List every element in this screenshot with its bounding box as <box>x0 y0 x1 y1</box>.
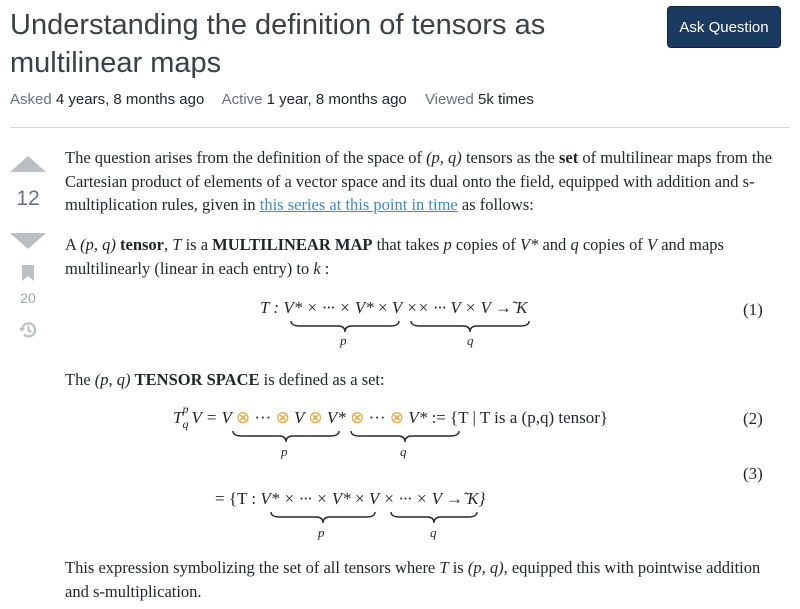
ask-question-button[interactable]: Ask Question <box>667 6 781 48</box>
underbrace-q-label-2: q <box>400 444 407 459</box>
body-paragraph-4: This expression symbolizing the set of all tensors where T is (p, q), equipped this with pointwise addition and s-multiplication. <box>65 558 761 601</box>
underbrace-q-1 <box>410 320 530 334</box>
equation-number-3: (3) <box>743 464 763 483</box>
equation-1: T : V* × ··· × V* × V ×× ··· V × V →̃ K <box>260 298 528 317</box>
underbrace-q-label: q <box>467 333 474 348</box>
viewed-value: 5k times <box>478 91 534 108</box>
history-icon[interactable] <box>18 320 38 340</box>
asked-label: Asked <box>10 91 52 108</box>
underbrace-p-2 <box>232 430 340 444</box>
active-label: Active <box>221 91 263 108</box>
equation-number-1: (1) <box>743 300 763 319</box>
asked-value[interactable]: 4 years, 8 months ago <box>55 91 205 108</box>
equation-3: = {T : V* × ··· × V* × V × ··· × V →̃ K} <box>215 489 486 508</box>
underbrace-q-2 <box>350 430 460 444</box>
up-arrow-icon[interactable] <box>10 156 46 172</box>
body-paragraph-1: The question arises from the definition of the space of (p, q) tensors as the set of multilinear maps from the Cartesian product of elements of a vector space and its dual onto the field, equipped with addition and s-multiplication rules, given in this series at this point in time as follows: <box>65 148 773 214</box>
equation-number-2: (2) <box>743 409 763 428</box>
header-divider <box>10 127 790 128</box>
question-meta <box>10 91 534 108</box>
vote-score: 12 <box>16 187 40 210</box>
body-paragraph-3: The (p, q) TENSOR SPACE is defined as a set: <box>65 370 385 389</box>
underbrace-p-label: p <box>340 333 347 348</box>
series-link[interactable]: this series at this point in time <box>259 195 458 214</box>
underbrace-p-label-3: p <box>318 525 325 540</box>
underbrace-p-3 <box>270 511 376 525</box>
body-paragraph-2: A (p, q) tensor, T is a MULTILINEAR MAP that takes p copies of V* and q copies of V and maps multilinearly (linear in each entry) to k : <box>65 235 724 278</box>
question-title[interactable]: Understanding the definition of tensors as multilinear maps <box>10 9 546 79</box>
active-value[interactable]: 1 year, 8 months ago <box>266 91 407 108</box>
bookmark-icon[interactable] <box>22 265 34 281</box>
bookmark-count: 20 <box>20 290 36 306</box>
down-arrow-icon[interactable] <box>10 233 46 249</box>
underbrace-p-label-2: p <box>281 444 288 459</box>
underbrace-q-label-3: q <box>430 525 437 540</box>
underbrace-q-3 <box>390 511 478 525</box>
viewed-label: Viewed <box>424 91 474 108</box>
equation-2: T p q V = V ⊗ ··· ⊗ V ⊗ V* ⊗ ··· ⊗ V* := {T | T is a (p,q) tensor} <box>173 402 609 431</box>
underbrace-p-1 <box>290 320 400 334</box>
